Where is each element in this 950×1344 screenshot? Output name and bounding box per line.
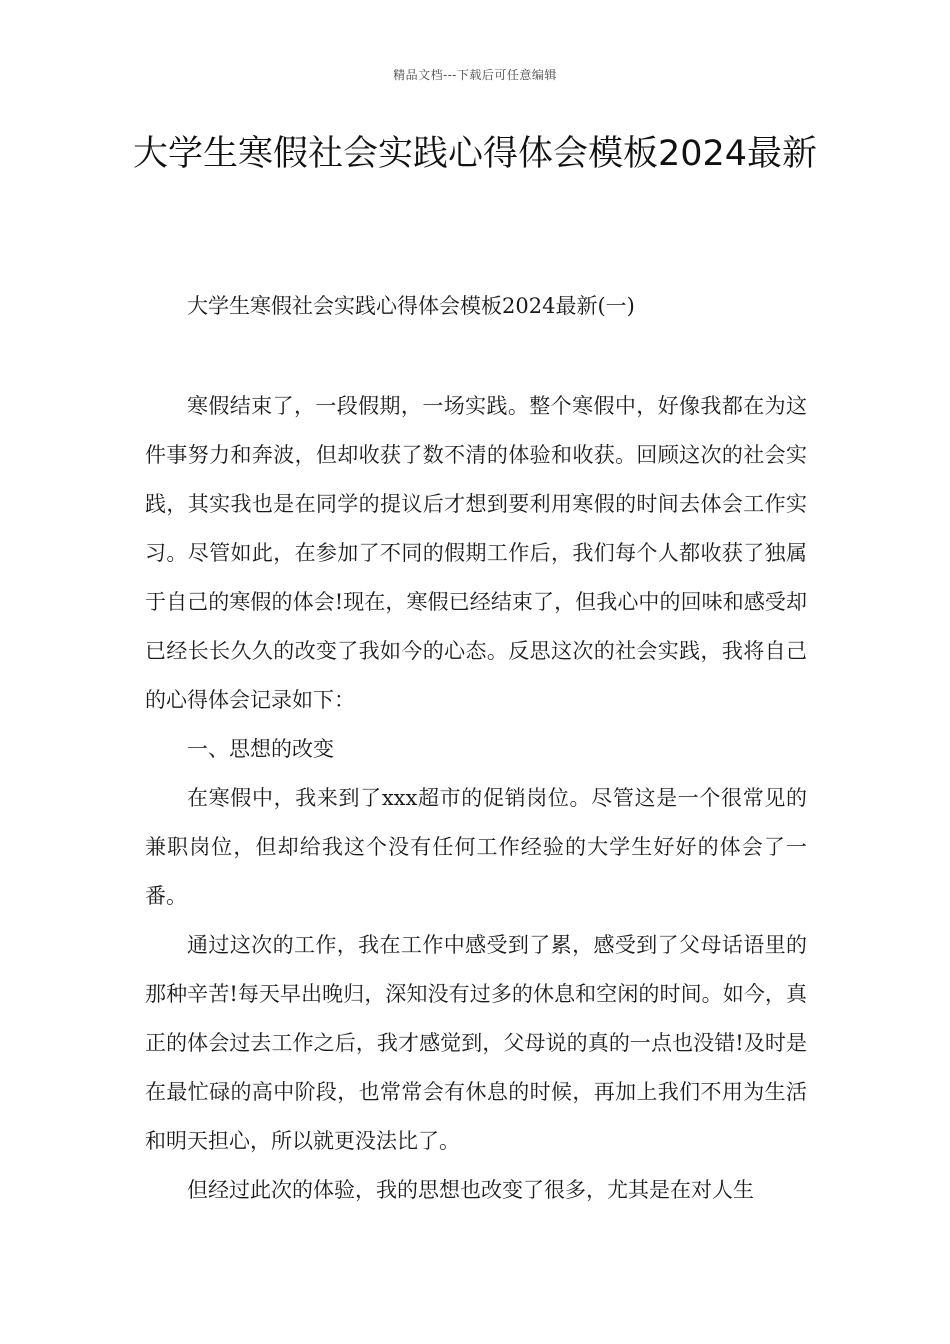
document-title: 大学生寒假社会实践心得体会模板2024最新 — [132, 134, 818, 174]
paragraph: 通过这次的工作，我在工作中感受到了累，感受到了父母话语里的那种辛苦!每天早出晚归，深知没有过多的休息和空闲的时间。如今，真正的体会过去工作之后，我才感觉到，父母说的真的一点也没错!及时是在最忙碌的高中阶段，也常常会有休息的时候，再加上我们不用为生活和明天担心，所以就更没法比了。 — [145, 933, 807, 1153]
header-note: 精品文档---下载后可任意编辑 — [393, 68, 557, 82]
section-heading: 一、思想的改变 — [187, 737, 334, 761]
paragraph: 寒假结束了，一段假期，一场实践。整个寒假中，好像我都在为这件事努力和奔波，但却收获了数不清的体验和收获。回顾这次的社会实践，其实我也是在同学的提议后才想到要利用寒假的时间去体会工作实习。尽管如此，在参加了不同的假期工作后，我们每个人都收获了独属于自己的寒假的体会!现在，寒假已经结束了，但我心中的回味和感受却已经长长久久的改变了我如今的心态。反思这次的社会实践，我将自己的心得体会记录如下： — [145, 394, 807, 712]
document-subtitle: 大学生寒假社会实践心得体会模板2024最新(一) — [187, 294, 635, 318]
document-body — [145, 282, 807, 1215]
paragraph: 在寒假中，我来到了xxx超市的促销岗位。尽管这是一个很常见的兼职岗位，但却给我这个没有任何工作经验的大学生好好的体会了一番。 — [145, 786, 807, 908]
paragraph: 但经过此次的体验，我的思想也改变了很多，尤其是在对人生 — [187, 1178, 754, 1202]
